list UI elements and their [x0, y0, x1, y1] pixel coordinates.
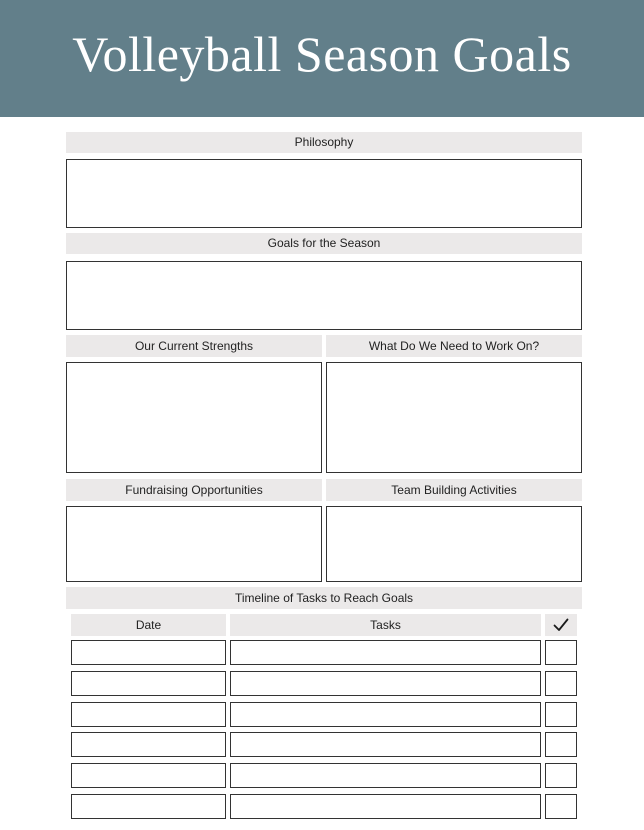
timeline-date-cell[interactable] [71, 702, 226, 727]
date-column-header: Date [71, 614, 226, 636]
timeline-check-cell[interactable] [545, 671, 577, 696]
timeline-check-cell[interactable] [545, 732, 577, 757]
team-building-label: Team Building Activities [326, 479, 582, 501]
timeline-date-cell[interactable] [71, 640, 226, 665]
philosophy-field[interactable] [66, 159, 582, 228]
header-banner [0, 0, 644, 117]
timeline-date-cell[interactable] [71, 794, 226, 819]
timeline-check-cell[interactable] [545, 640, 577, 665]
check-column-header [545, 614, 577, 636]
timeline-task-cell[interactable] [230, 702, 541, 727]
timeline-date-cell[interactable] [71, 732, 226, 757]
fundraising-field[interactable] [66, 506, 322, 582]
tasks-column-header: Tasks [230, 614, 541, 636]
page-title: Volleyball Season Goals [72, 26, 572, 82]
work-on-label: What Do We Need to Work On? [326, 335, 582, 357]
work-on-field[interactable] [326, 362, 582, 473]
team-building-field[interactable] [326, 506, 582, 582]
timeline-task-cell[interactable] [230, 763, 541, 788]
strengths-label: Our Current Strengths [66, 335, 322, 357]
strengths-field[interactable] [66, 362, 322, 473]
timeline-task-cell[interactable] [230, 794, 541, 819]
philosophy-label: Philosophy [66, 132, 582, 153]
goals-field[interactable] [66, 261, 582, 330]
timeline-label: Timeline of Tasks to Reach Goals [66, 587, 582, 609]
timeline-date-cell[interactable] [71, 763, 226, 788]
fundraising-label: Fundraising Opportunities [66, 479, 322, 501]
checkmark-icon [553, 618, 569, 632]
timeline-task-cell[interactable] [230, 640, 541, 665]
timeline-date-cell[interactable] [71, 671, 226, 696]
timeline-check-cell[interactable] [545, 702, 577, 727]
goals-label: Goals for the Season [66, 233, 582, 254]
timeline-task-cell[interactable] [230, 732, 541, 757]
timeline-task-cell[interactable] [230, 671, 541, 696]
timeline-check-cell[interactable] [545, 763, 577, 788]
timeline-check-cell[interactable] [545, 794, 577, 819]
